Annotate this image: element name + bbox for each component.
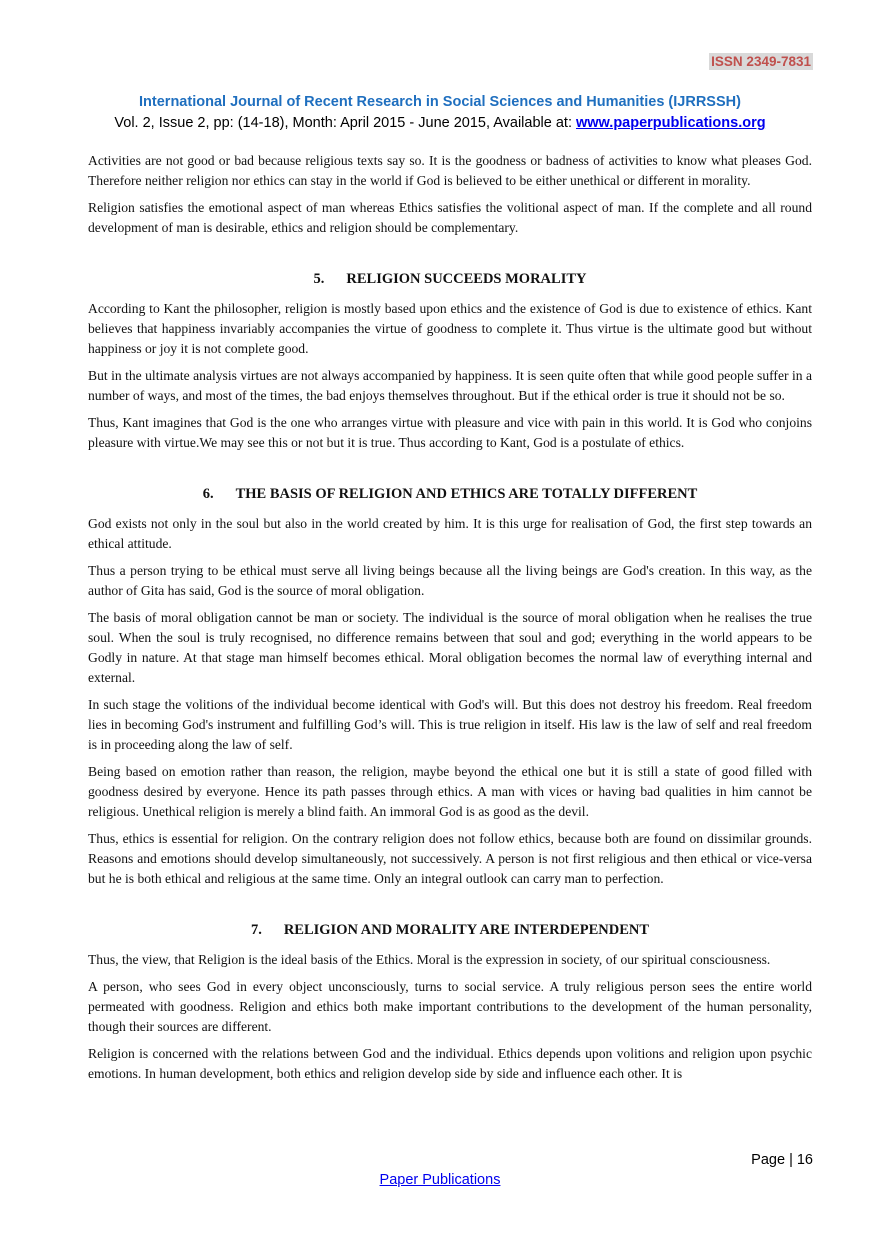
journal-link[interactable]: www.paperpublications.org [576, 115, 766, 131]
paragraph: Religion satisfies the emotional aspect of man whereas Ethics satisfies the volitional aspect of man. If the complete and all round development of man is desirable, ethics and religion should be complementary. [88, 200, 812, 235]
journal-title: International Journal of Recent Research in Social Sciences and Humanities (IJRRSSH) [139, 94, 741, 110]
paragraph: Thus, Kant imagines that God is the one who arranges virtue with pleasure and vice with pain in this world. It is God who conjoins pleasure with virtue.We may see this or not but it is true. Thus according to Kant, God is a postulate of ethics. [88, 415, 812, 450]
article-body [88, 151, 812, 1091]
page-number: Page | 16 [751, 1152, 813, 1168]
section-heading-6: 6. THE BASIS OF RELIGION AND ETHICS ARE TOTALLY DIFFERENT [202, 486, 698, 502]
paragraph: But in the ultimate analysis virtues are not always accompanied by happiness. It is seen quite often that while good people suffer in a number of ways, and most of the times, the bad enjoys themselves throughout. But if the ethical order is true it should not be so. [88, 368, 812, 403]
paragraph: In such stage the volitions of the individual become identical with God's will. But this does not destroy his freedom. Real freedom lies in becoming God's instrument and fulfilling God’s will. This is true religion in itself. His law is the law of self and real freedom is in proceeding along the law of self. [88, 697, 812, 752]
paragraph: The basis of moral obligation cannot be man or society. The individual is the source of moral obligation when he realises the true soul. When the soul is truly recognised, no difference remains between that soul and god; everything in the world appears to be Godly in nature. At that stage man himself becomes ethical. Moral obligation becomes the normal law of everything internal and external. [88, 610, 812, 685]
paragraph: According to Kant the philosopher, religion is mostly based upon ethics and the existence of God is due to existence of ethics. Kant believes that happiness invariably accompanies the virtue of goodness to complete it. Thus virtue is the ultimate good but without happiness or joy it is not complete good. [88, 301, 812, 356]
section-heading-7: 7. RELIGION AND MORALITY ARE INTERDEPENDENT [250, 922, 650, 938]
journal-info-text: Vol. 2, Issue 2, pp: (14-18), Month: April 2015 - June 2015, Available at: [114, 115, 576, 131]
paragraph: Thus, the view, that Religion is the ideal basis of the Ethics. Moral is the expression in society, of our spiritual consciousness. [88, 952, 771, 967]
journal-info [0, 115, 880, 131]
section-heading-5: 5. RELIGION SUCCEEDS MORALITY [313, 271, 587, 287]
paragraph: Thus a person trying to be ethical must serve all living beings because all the living beings are God's creation. In this way, as the author of Gita has said, God is the source of moral obligation. [88, 563, 812, 598]
paragraph: Being based on emotion rather than reason, the religion, maybe beyond the ethical one but it is still a state of good filled with goodness desired by everyone. Hence its path passes through ethics. A man with vices or having bad qualities in him cannot be religious. Unethical religion is merely a blind faith. An immoral God is as good as the devil. [88, 764, 812, 819]
paragraph: Religion is concerned with the relations between God and the individual. Ethics depends upon volitions and religion upon psychic emotions. In human development, both ethics and religion develop side by side and influence each other. It is [88, 1046, 812, 1081]
footer [0, 1172, 880, 1188]
paragraph: A person, who sees God in every object unconsciously, turns to social service. A truly religious person sees the entire world permeated with goodness. Religion and ethics both make important contributions to the development of the human personality, though their sources are different. [88, 979, 812, 1034]
publisher-link[interactable]: Paper Publications [379, 1172, 501, 1188]
issn-badge: ISSN 2349-7831 [711, 54, 811, 69]
paragraph: Thus, ethics is essential for religion. On the contrary religion does not follow ethics, because both are found on dissimilar grounds. Reasons and emotions should develop simultaneously, not successively. A person is not first religious and then ethical or vice-versa but he is both ethical and religious at the same time. Only an integral outlook can carry man to perfection. [88, 831, 812, 886]
paragraph: Activities are not good or bad because religious texts say so. It is the goodness or badness of activities to know what pleases God. Therefore neither religion nor ethics can stay in the world if God is believed to be either unethical or different in morality. [88, 153, 812, 188]
paragraph: God exists not only in the soul but also in the world created by him. It is this urge for realisation of God, the first step towards an ethical attitude. [88, 516, 812, 551]
